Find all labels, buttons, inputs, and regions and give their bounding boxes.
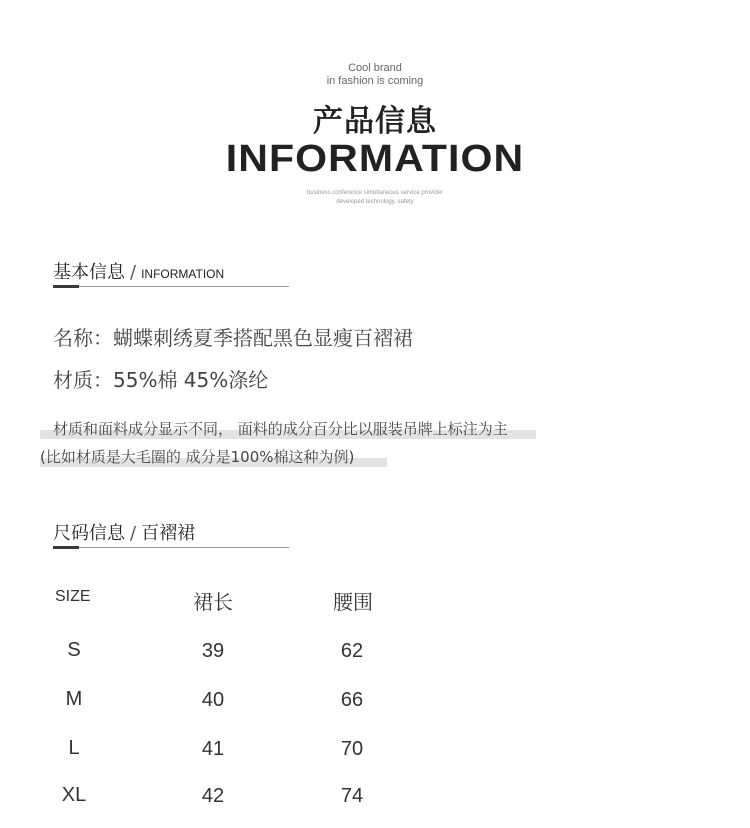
- basic-info-heading: [53, 258, 224, 284]
- basic-info-rule: [53, 286, 289, 287]
- column-header-waist: 腰围: [333, 590, 373, 614]
- cell-size: XL: [61, 784, 87, 806]
- cell-waist: 74: [340, 785, 364, 807]
- brand-tagline: [0, 62, 750, 88]
- cell-waist: 70: [340, 738, 364, 760]
- tagline-line-2: in fashion is coming: [326, 75, 424, 87]
- material-note-line-1: 材质和面料成分显示不同， 面料的成分百分比以服装吊牌上标注为主: [53, 420, 508, 438]
- material-note-line-2: (比如材质是大毛圈的 成分是100%棉这种为例): [40, 448, 355, 466]
- size-info-heading: [53, 519, 195, 545]
- product-material: 材质：55%棉 45%涤纶: [53, 368, 269, 392]
- subtitle-line-2: developed technology, safety: [336, 199, 414, 205]
- cell-length: 42: [201, 785, 225, 807]
- cell-waist: 66: [340, 689, 364, 711]
- page-title-cn: 产品信息: [313, 104, 437, 139]
- header-subtitle: [0, 189, 750, 207]
- tagline-line-1: Cool brand: [348, 62, 402, 74]
- cell-size: M: [65, 688, 83, 710]
- cell-size: S: [67, 639, 81, 661]
- size-info-rule: [53, 547, 289, 548]
- subtitle-line-1: business conference simultaneous service provider: [306, 190, 444, 196]
- column-header-length: 裙长: [193, 590, 233, 614]
- page-title-en: INFORMATION: [225, 138, 525, 180]
- size-info-heading-cn: 尺码信息: [53, 523, 125, 544]
- basic-info-heading-cn: 基本信息: [53, 262, 125, 283]
- cell-length: 41: [201, 738, 225, 760]
- size-info-rule-accent: [53, 546, 79, 549]
- size-info-heading-sub: 百褶裙: [141, 523, 196, 544]
- basic-info-heading-en: INFORMATION: [141, 267, 225, 281]
- heading-separator: /: [130, 262, 137, 283]
- cell-length: 39: [201, 640, 225, 662]
- column-header-size: SIZE: [55, 588, 91, 605]
- product-name: 名称：蝴蝶刺绣夏季搭配黑色显瘦百褶裙: [53, 326, 413, 350]
- basic-info-rule-accent: [53, 285, 79, 288]
- heading-separator: /: [130, 523, 137, 544]
- cell-length: 40: [201, 689, 225, 711]
- cell-waist: 62: [340, 640, 364, 662]
- cell-size: L: [68, 737, 80, 759]
